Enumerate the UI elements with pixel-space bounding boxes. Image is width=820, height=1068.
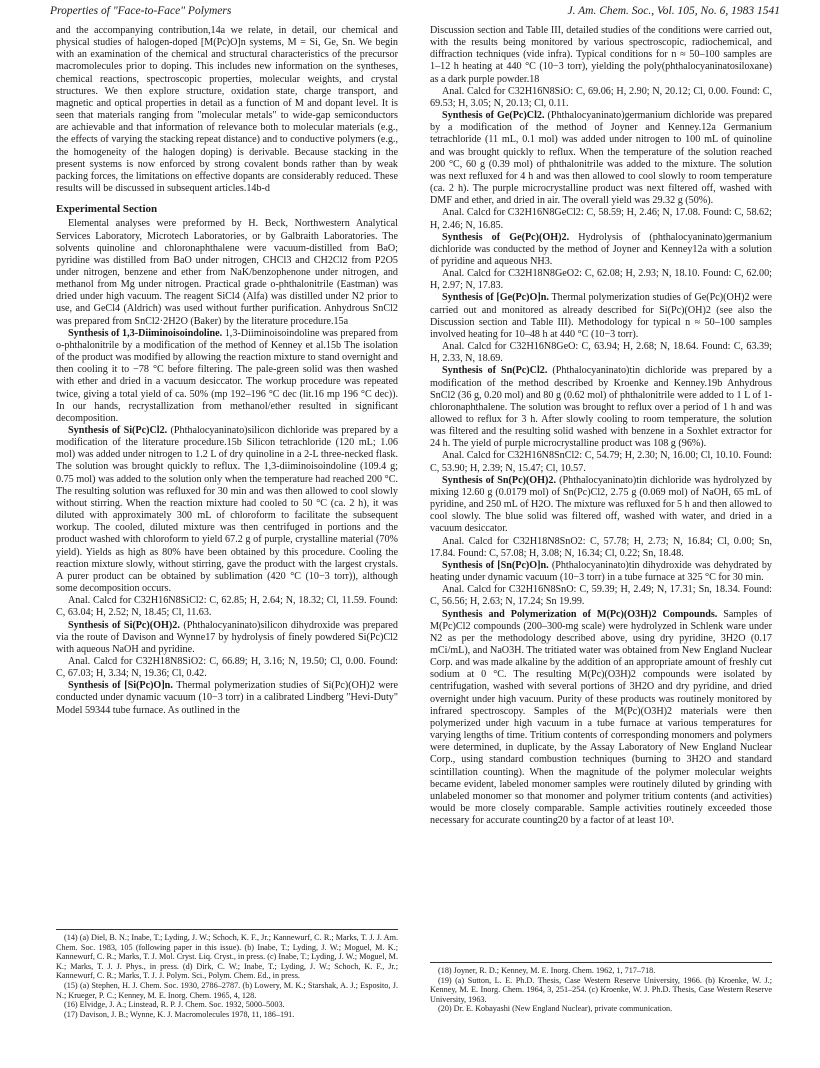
footnote: (18) Joyner, R. D.; Kenney, M. E. Inorg. Chem. 1962, 1, 717–718. <box>438 966 656 975</box>
gepcoh2-paragraph <box>430 232 772 268</box>
subhead: Synthesis of Si(Pc)(OH)2. <box>68 619 180 631</box>
running-head-citation: J. Am. Chem. Soc., Vol. 105, No. 6, 1983 1541 <box>567 5 780 17</box>
subhead: Synthesis of Ge(Pc)(OH)2. <box>442 231 570 243</box>
paragraph-body: (Phthalocyaninato)silicon dichloride was prepared by a modification of the literature procedure.15b Silicon tetrachloride (120 mL; 1.06 mol) was added under nitrogen to 1.2 L of dry quinoline in a 2-L three-necked flask. The solution was brought quickly to reflux. The 1,3-diiminoisoindoline (109.4 g; 0.75 mol) was added to the solution only when the temperature had reached 200 °C. The resulting solution was refluxed for 30 min and was then allowed to cool slowly without stirring. When the reaction mixture had cooled to 50 °C (ca. 2 h), it was diluted with approximately 300 mL of chloroform to facilitate the subsequent workup. The cooled, diluted mixture was then centrifuged in portions and the product washed with chloroform to yield 67.2 g of purple, crystalline material (70% yield). Yields as high as 80% have been obtained by this procedure. Cooling the reaction mixture slowly, without stirring, gave the product with the largest crystals. A purer product can be obtained by sublimation (420 °C (10−3 torr)), although some decomposition occurs. <box>56 425 398 595</box>
analysis-paragraph: Anal. Calcd for C32H18N8GeO2: C, 62.08; H, 2.93; N, 18.10. Found: C, 62.00; H, 2.97; N, 17.83. <box>430 268 772 292</box>
tritium-paragraph <box>430 609 772 828</box>
paragraph-body: Hydrolysis of (phthalocyaninato)germanium dichloride was conducted by the method of Joyner and Kenney12a with a solution of pyridine and aqueous NH3. <box>430 231 772 267</box>
footnote: (20) Dr. E. Kobayashi (New England Nuclear), private communication. <box>438 1004 673 1014</box>
analysis-paragraph: Anal. Calcd for C32H16N8SnO: C, 59.39; H, 2.49; N, 17.31; Sn, 18.34. Found: C, 56.56; H, 2.63; N, 17.24; Sn 19.99. <box>430 584 772 608</box>
paragraph-body: (Phthalocyaninato)silicon dihydroxide was prepared via the route of Davison and Wynne17 by hydrolysis of finely powdered Si(Pc)Cl2 with aqueous NaOH and pyridine. <box>56 619 398 655</box>
subhead: Synthesis of 1,3-Diiminoisoindoline. <box>68 327 223 339</box>
right-column <box>430 25 772 827</box>
general-paragraph: Elemental analyses were preformed by H. Beck, Northwestern Analytical Services Laboratory, Microtech Laboratories, or by Galbraith Laboratories. The solvents quinoline and chloronaphthalene were vacuum-distilled from BaO; pyridine was distilled from BaO under nitrogen, CHCl3 and CH2Cl2 from P2O5 under nitrogen, benzene and ether from NaK/benzophenone under nitrogen, and methanol from Mg under nitrogen. Practical grade o-phthalonitrile (Eastman) was dried under high vacuum. The reagent SiCl4 (Alfa) was distilled under N2 prior to use, and GeCl4 (Aldrich) was used without further purification. Anhydrous SnCl2 was prepared from SnCl2·2H2O (Baker) by the literature procedure.15a <box>56 218 398 327</box>
sipcon-continued-paragraph: Discussion section and Table III, detailed studies of the conditions were carried out, with the results being monitored by various spectroscopic, radiochemical, and diffraction techniques (vide infra). Typical conditions for n ≈ 50–100 samples are 1–12 h heating at 440 °C (10−3 torr), yielding the poly(phthalocyaninatosiloxane) as a dark purple powder.18 <box>430 25 772 85</box>
subhead: Synthesis of Sn(Pc)Cl2. <box>442 365 548 377</box>
paragraph-body: Thermal polymerization studies of Si(Pc)(OH)2 were conducted under dynamic vacuum (10−3 torr) in a calibrated Lindberg "Hevi-Duty" Model 59344 tube furnace. As outlined in the <box>56 680 398 716</box>
snpcon-paragraph <box>430 560 772 584</box>
footnote: (19) (a) Sutton, L. E. Ph.D. Thesis, Case Western Reserve University, 1966. (b) Kroenke, W. J.; Kenney, M. E. Inorg. Chem. 1964, 3, 251–254. (c) Kroenke, W. J. Ph.D. Thesis, Case Western Reserve University, 1963. <box>430 975 772 1004</box>
sipcon-paragraph <box>56 680 398 716</box>
analysis-paragraph: Anal. Calcd for C32H16N8GeO: C, 63.94; H, 2.68; N, 18.64. Found: C, 63.39; H, 2.33, N, 18.69. <box>430 341 772 365</box>
subhead: Synthesis of [Si(Pc)O]n. <box>68 680 173 692</box>
analysis-paragraph: Anal. Calcd for C32H16N8GeCl2: C, 58.59; H, 2.46; N, 17.08. Found: C, 58.62; H, 2.46; N, 16.85. <box>430 207 772 231</box>
diiminoisoindoline-paragraph <box>56 328 398 425</box>
paragraph-body: Samples of M(Pc)Cl2 compounds (200–300-mg scale) were hydrolyzed in Schlenk ware under N2 as per the methodology described above, using dry pyridine, 3H2O (0.17 mCi/mL), and NaO3H. The tritiated water was obtained from New England Nuclear Corp. and was made alkaline by the addition of an appropriate amount of freshly cut sodium at 0 °C. The resulting M(Pc)(O3H)2 compounds were isolated by centrifugation, washed with several portions of 3H2O and dry pyridine, and dried overnight under high vacuum. Purity of these products was routinely monitored by infrared spectroscopy. Samples of the M(Pc)(O3H)2 materials were then polymerized under high vacuum in a tube furnace at various temperatures for varying lengths of time. Tritium contents of corresponding monomers and polymers were determined, in duplicate, by the Assay Laboratory of New England Nuclear Corp., using standard combustion techniques (burning to 3H2O and standard scintillation counting). When the magnitude of the polymer molecular weights became evident, labeled monomer samples were routinely diluted by grinding with unlabeled monomer so that monomer and polymer tritium contents (and activities) would be more closely comparable. Sample activities routinely exceeded those necessary for accurate counting20 by a factor of at least 10³. <box>430 608 773 827</box>
analysis-paragraph: Anal. Calcd for C32H16N8SiO: C, 69.06; H, 2.90; N, 20.12; Cl, 0.00. Found: C, 69.53; H, 3.05; N, 20.13; Cl, 0.11. <box>430 85 772 109</box>
paragraph-body: 1,3-Diiminoisoindoline was prepared from o-phthalonitrile by a modification of the method of Kenney et al.15b The isolation of the product was modified by allowing the reaction mixture to stand overnight and then cooling it to −78 °C before filtering. The pale-green solid was then washed with ether and dried in a vacuum desiccator. The workup procedure was repeated twice, giving a total yield of ca. 50% (mp 192–196 °C dec (lit.16 mp 196 °C dec)). In our hands, recrystallization from methanol/ether resulted in significant decomposition. <box>56 327 398 424</box>
footnote-rule <box>430 962 772 963</box>
footnote: (16) Elvidge, J. A.; Linstead, R. P. J. Chem. Soc. 1932, 5000–5003. <box>64 1000 285 1010</box>
gepcon-paragraph <box>430 292 772 341</box>
subhead: Synthesis of Sn(Pc)(OH)2. <box>442 474 557 486</box>
paragraph-body: Thermal polymerization studies of Ge(Pc)(OH)2 were carried out and monitored as already described for Si(Pc)(OH)2 (see also the Discussion section and Table III). Methodology for typical n ≈ 50–100 samples involved heating for 10–48 h at 440 °C (10−3 torr). <box>430 292 772 340</box>
left-column <box>56 25 398 717</box>
paragraph-body: (Phthalocyaninato)tin dichloride was hydrolyzed by mixing 12.60 g (0.0179 mol) of Sn(Pc)Cl2, 2.75 g (0.069 mol) of NaOH, 65 mL of pyridine, and 250 mL of H2O. The mixture was refluxed for 5 h and then allowed to cool slowly. The blue solid was filtered off, washed with water, and dried in a vacuum desiccator. <box>430 474 772 535</box>
paragraph-body: (Phthalocyaninato)tin dihydroxide was dehydrated by heating under dynamic vacuum (10−3 torr) in a tube furnace at 325 °C for 30 min. <box>430 559 772 584</box>
footnote: (15) (a) Stephen, H. J. Chem. Soc. 1930, 2786–2787. (b) Lowery, M. K.; Starshak, A. J.; Esposito, J. N.; Krueger, P. C.; Kenney, M. E. Inorg. Chem. 1965, 4, 128. <box>56 980 398 1000</box>
sipccl2-paragraph <box>56 425 398 595</box>
subhead: Synthesis of [Ge(Pc)O]n. <box>442 292 549 304</box>
analysis-paragraph: Anal. Calcd for C32H18N8SnO2: C, 57.78; H, 2.73; N, 16.84; Cl, 0.00; Sn, 17.84. Found: C, 57.08; H, 3.08; N, 16.34; Cl, 0.22; Sn, 18.48. <box>430 535 772 559</box>
section-heading: Experimental Section <box>56 203 158 216</box>
subhead: Synthesis of [Sn(Pc)O]n. <box>442 559 549 571</box>
subhead: Synthesis of Ge(Pc)Cl2. <box>442 110 545 122</box>
sipcoh2-paragraph <box>56 620 398 656</box>
subhead: Synthesis and Polymerization of M(Pc)(O3H)2 Compounds. <box>442 608 718 620</box>
subhead: Synthesis of Si(Pc)Cl2. <box>68 425 168 436</box>
footnotes-right <box>430 962 772 1014</box>
snpccl2-paragraph <box>430 365 772 450</box>
footnotes-left <box>56 929 398 1019</box>
running-head-title: Properties of "Face-to-Face" Polymers <box>50 5 232 17</box>
analysis-paragraph: Anal. Calcd for C32H16N8SnCl2: C, 54.79; H, 2.30; N, 16.00; Cl, 10.10. Found: C, 53.90; H, 2.39; N, 15.47; Cl, 10.57. <box>430 450 772 474</box>
footnote-rule <box>56 929 398 930</box>
running-head <box>50 5 780 21</box>
analysis-paragraph: Anal. Calcd for C32H16N8SiCl2: C, 62.85; H, 2.64; N, 18.32; Cl, 11.59. Found: C, 63.04; H, 2.52; N, 18.45; Cl, 11.63. <box>56 595 398 619</box>
snpcoh2-paragraph <box>430 475 772 536</box>
gepccl2-paragraph <box>430 110 772 207</box>
intro-paragraph: and the accompanying contribution,14a we relate, in detail, our chemical and physical studies of halogen-doped [M(Pc)O]n systems, M = Si, Ge, Sn. We begin with an examination of the chemical and structural characteristics of the precursor macromolecules prior to doping. This includes new information on the syntheses, chemical reactions, spectroscopic properties, molecular weights, and crystal structures. We then explore structure, oxidation state, charge transport, and magnetic and optical properties in detail as a function of M and dopant level. It is seen that materials ranging from "molecular metals" to wide-gap semiconductors are achievable and that information of relevance both to molecular materials (e.g., the effects of varying the stacking repeat distance) and to conductive polymers (e.g., the homogeneity of the halogen doping) is derivable. Because stacking in the present systems is now enforced by strong covalent bonds rather than by weak packing forces, the limitations on effective dopants are considerably reduced. These results will be discussed in subsequent articles.14b-d <box>56 25 398 195</box>
footnote: (17) Davison, J. B.; Wynne, K. J. Macromolecules 1978, 11, 186–191. <box>64 1009 295 1019</box>
footnote: (14) (a) Diel, B. N.; Inabe, T.; Lyding, J. W.; Schoch, K. F., Jr.; Kannewurf, C. R.; Marks, T. J. J. Am. Chem. Soc. 1983, 105 (following paper in this issue). (b) Inabe, T.; Lyding, J. W.; Moguel, M. K.; Kannewurf, C. R.; Marks, T. J. Mol. Cryst. Liq. Cryst., in press. (c) Inabe, T.; Lyding, J. W.; Moguel, M. K.; Marks, T. J. J. Phys., in press. (d) Dirk, C. W.; Inabe, T.; Lyding, J. W.; Schoch, K. F., Jr.; Kannewurf, C. R.; Marks, T. J. J. Polym. Sci., Polym. Chem. Ed., in press. <box>56 933 398 981</box>
paragraph-body: (Phthalocyaninato)tin dichloride was prepared by a modification of the method described by Kroenke and Kenney.19b Anhydrous SnCl2 (36 g, 0.20 mol) and 80 g (0.62 mol) of phthalonitrile were added to 1 L of 1-chloronaphthalene. The solution was brought to reflux over a period of 1 h and was allowed to reflux for 3 h. After slowly cooling to room temperature, the solution was filtered and the resulting solid washed with benzene in a Soxhlet extractor for 24 h. The yield of purple microcrystalline product was 108 g (96%). <box>430 365 772 450</box>
analysis-paragraph: Anal. Calcd for C32H18N8SiO2: C, 66.89; H, 3.16; N, 19.50; Cl, 0.00. Found: C, 67.03; H, 3.34; N, 19.36; Cl, 0.42. <box>56 655 398 680</box>
paragraph-body: (Phthalocyaninato)germanium dichloride was prepared by a modification of the method of Joyner and Kenney.12a Germanium tetrachloride (11 mL, 0.1 mol) was added under nitrogen to 100 mL of quinoline and was brought quickly to reflux. When the temperature of the solution reached 200 °C, 60 g (0.39 mol) of phthalonitrile was added to the mixture. The solution was next refluxed for 4 h and was then allowed to cool slowly to room temperature (ca. 2 h). The purple microcrystalline product was next filtered off, washed with DMF and ether, and dried in air. The overall yield was 29.32 g (50%). <box>430 110 773 207</box>
